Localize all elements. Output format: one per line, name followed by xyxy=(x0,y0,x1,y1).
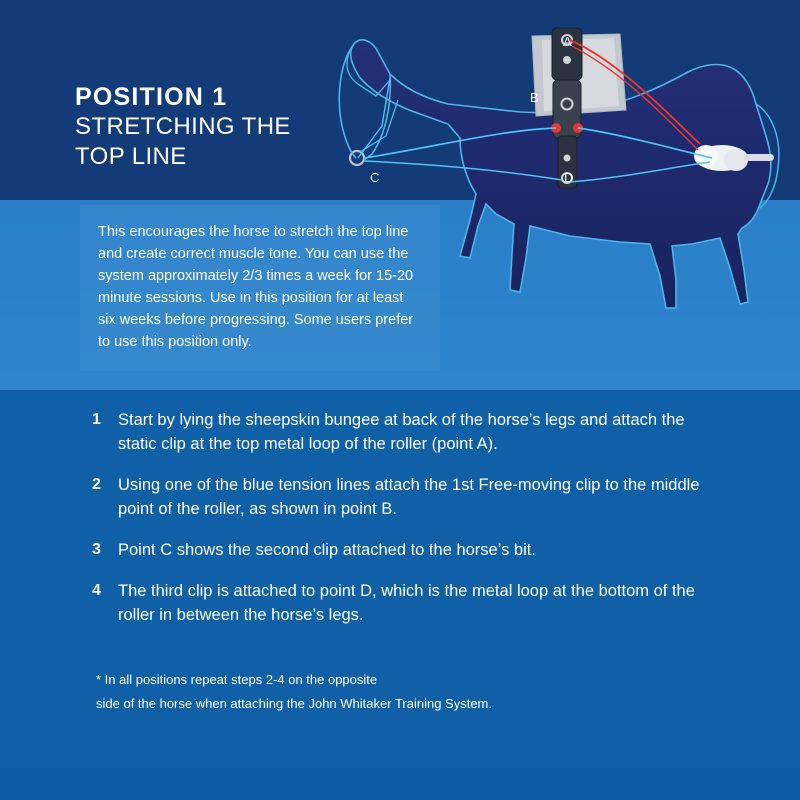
title-position: POSITION 1 xyxy=(75,83,228,111)
page-title xyxy=(75,82,375,172)
diagram-label-b: B xyxy=(530,90,539,105)
diagram-label-c: C xyxy=(370,170,380,185)
step-number: 3 xyxy=(92,541,101,558)
step-text: Point C shows the second clip attached to the horse’s bit. xyxy=(118,541,536,559)
footnote-line-2: side of the horse when attaching the John Whitaker Training System. xyxy=(96,696,492,711)
step-number: 2 xyxy=(92,476,101,493)
footnote-line-1: * In all positions repeat steps 2-4 on the opposite xyxy=(96,672,378,687)
diagram-label-d: D xyxy=(564,170,574,185)
background-band-bottom xyxy=(0,768,800,800)
title-subline-2: TOP LINE xyxy=(75,143,187,170)
roller-top-dot xyxy=(563,56,571,64)
step-number: 4 xyxy=(92,582,101,599)
title-subline-1: STRETCHING THE xyxy=(75,113,291,140)
footnote xyxy=(96,668,736,716)
steps-list xyxy=(92,408,717,644)
roller-bottom-dot xyxy=(564,155,571,162)
list-item xyxy=(92,538,717,562)
list-item xyxy=(92,473,717,521)
step-text: The third clip is attached to point D, which is the metal loop at the bottom of the roller in between the horse’s legs. xyxy=(118,582,695,624)
step-number: 1 xyxy=(92,411,101,428)
list-item xyxy=(92,408,717,456)
list-item xyxy=(92,579,717,627)
step-text: Using one of the blue tension lines attach the 1st Free-moving clip to the middle point of the roller, as shown in point B. xyxy=(118,476,700,518)
step-text: Start by lying the sheepskin bungee at back of the horse’s legs and attach the static clip at the top metal loop of the roller (point A). xyxy=(118,411,685,453)
diagram-label-a: A xyxy=(563,34,572,49)
intro-paragraph: This encourages the horse to stretch the top line and create correct muscle tone. You can use the system approximately 2/3 times a week for 15-20 minute sessions. Use in this position for at least six weeks before progressing. Some users prefer to use this position only. xyxy=(80,205,440,371)
